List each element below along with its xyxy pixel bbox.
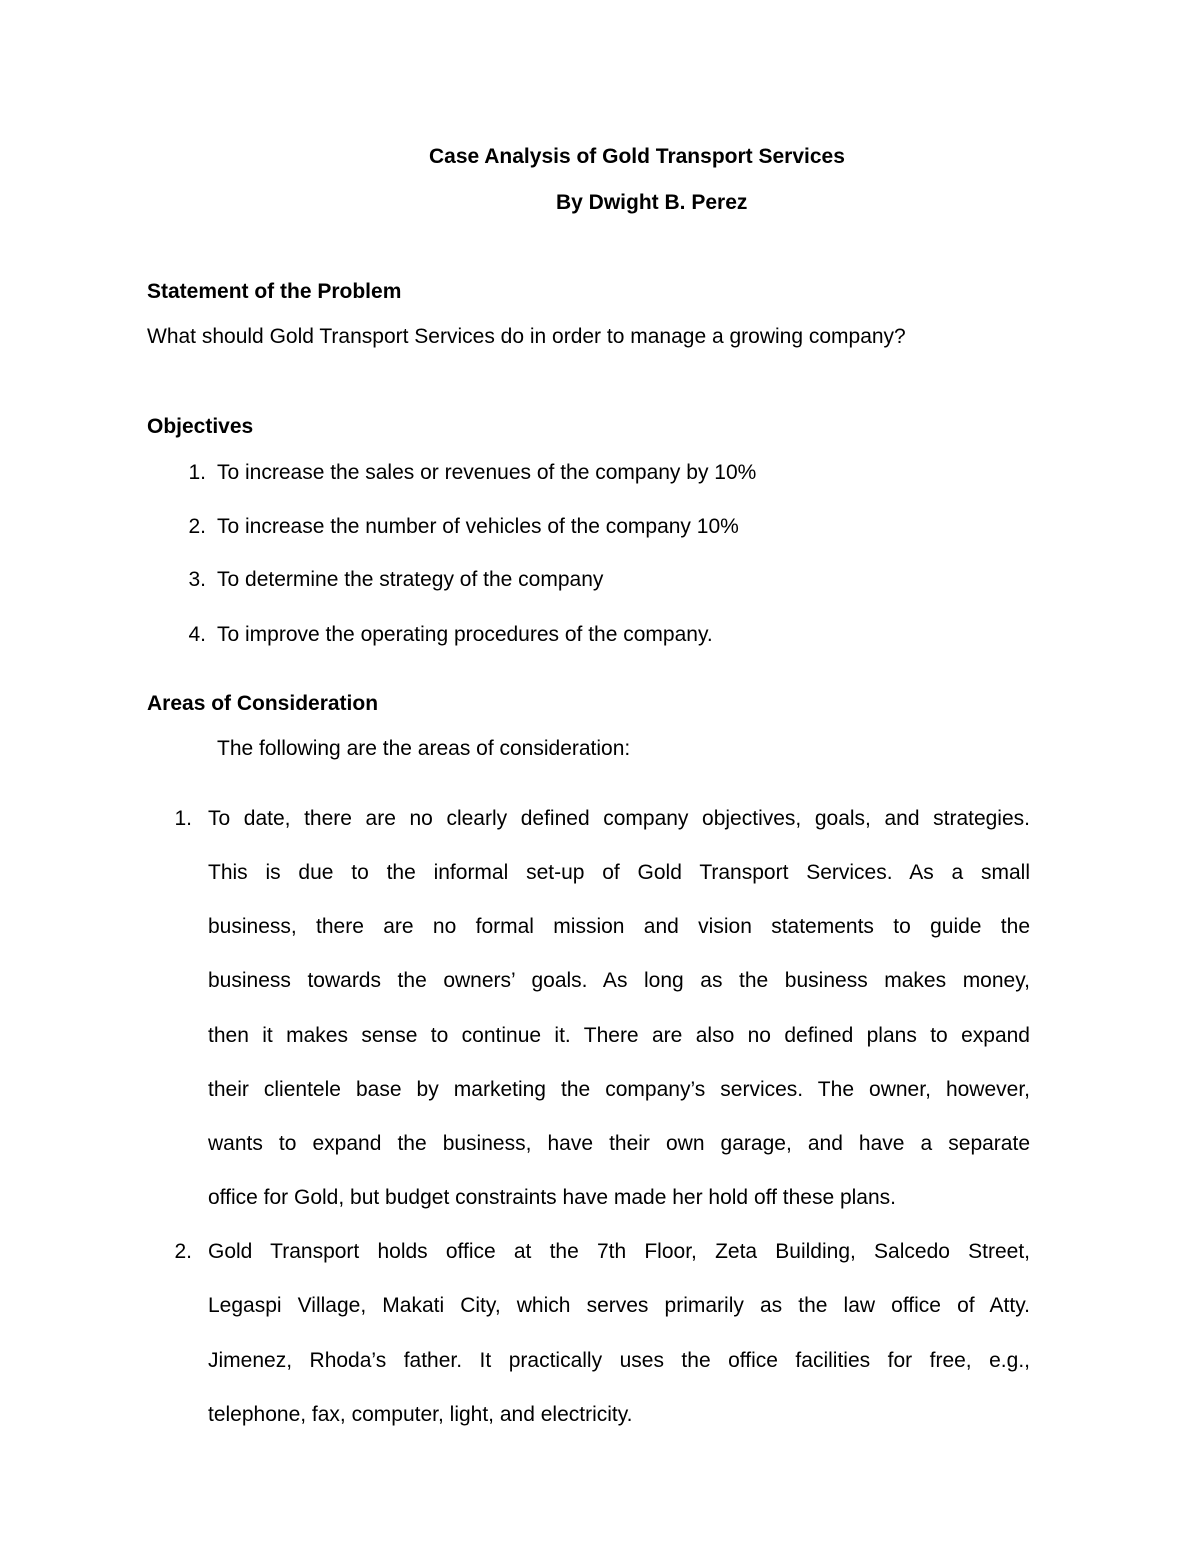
problem-text: What should Gold Transport Services do in order to manage a growing company? <box>147 325 906 348</box>
considerations-intro: The following are the areas of consideration: <box>217 737 631 760</box>
objective-item: To increase the sales or revenues of the company by 10% <box>217 461 757 484</box>
consideration-line: business towards the owners’ goals. As long as the business makes money, <box>208 969 1030 992</box>
consideration-line: their clientele base by marketing the company’s services. The owner, however, <box>208 1078 1030 1101</box>
document-title: Case Analysis of Gold Transport Services <box>429 145 845 168</box>
objective-item: To improve the operating procedures of the company. <box>217 623 713 646</box>
consideration-line: Gold Transport holds office at the 7th Floor, Zeta Building, Salcedo Street, <box>208 1240 1030 1263</box>
document-author: By Dwight B. Perez <box>556 191 748 214</box>
consideration-line: wants to expand the business, have their own garage, and have a separate <box>208 1132 1030 1155</box>
consideration-line: Legaspi Village, Makati City, which serves primarily as the law office of Atty. <box>208 1294 1030 1317</box>
consideration-number: 2. <box>174 1240 192 1263</box>
consideration-line: telephone, fax, computer, light, and electricity. <box>208 1403 633 1426</box>
problem-heading: Statement of the Problem <box>147 280 402 303</box>
consideration-number: 1. <box>174 807 192 830</box>
objective-number: 1. <box>188 461 206 484</box>
considerations-heading: Areas of Consideration <box>147 692 379 715</box>
consideration-line: then it makes sense to continue it. There are also no defined plans to expand <box>208 1024 1030 1047</box>
objectives-heading: Objectives <box>147 415 254 438</box>
objective-number: 4. <box>188 623 206 646</box>
consideration-line: This is due to the informal set-up of Gold Transport Services. As a small <box>208 861 1030 884</box>
consideration-line: business, there are no formal mission and vision statements to guide the <box>208 915 1030 938</box>
objective-item: To determine the strategy of the company <box>217 568 604 591</box>
objective-number: 2. <box>188 515 206 538</box>
consideration-line: Jimenez, Rhoda’s father. It practically uses the office facilities for free, e.g., <box>208 1349 1030 1372</box>
consideration-line: To date, there are no clearly defined company objectives, goals, and strategies. <box>208 807 1030 830</box>
objective-number: 3. <box>188 568 206 591</box>
objective-item: To increase the number of vehicles of the company 10% <box>217 515 739 538</box>
consideration-line: office for Gold, but budget constraints have made her hold off these plans. <box>208 1186 896 1209</box>
